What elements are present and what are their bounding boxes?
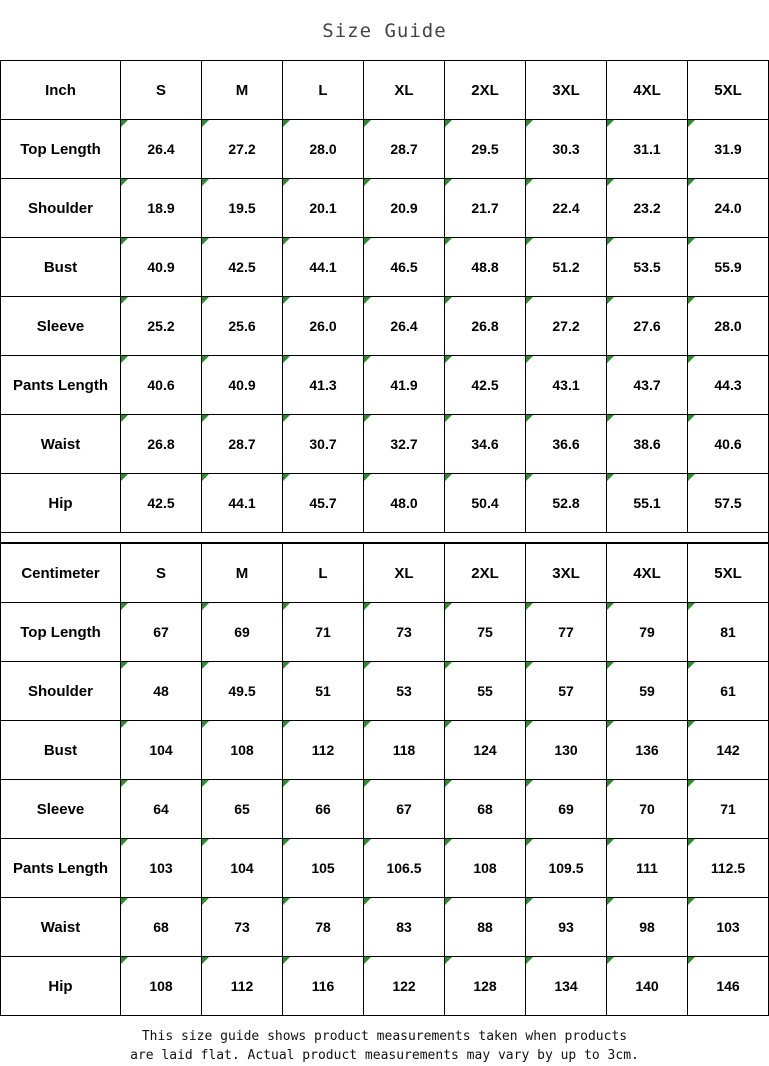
column-header-3xl: 3XL (526, 544, 607, 603)
cell-value: 52.8 (526, 474, 607, 533)
row-label: Bust (1, 721, 121, 780)
cell-value: 66 (283, 780, 364, 839)
cell-value: 70 (607, 780, 688, 839)
size-table-inch (0, 60, 769, 533)
cell-value: 50.4 (445, 474, 526, 533)
column-header-4xl: 4XL (607, 61, 688, 120)
cell-value: 21.7 (445, 179, 526, 238)
column-header-l: L (283, 544, 364, 603)
cell-value: 40.9 (202, 356, 283, 415)
table-row (1, 603, 769, 662)
cell-value: 130 (526, 721, 607, 780)
cell-value: 38.6 (607, 415, 688, 474)
cell-value: 124 (445, 721, 526, 780)
column-header-s: S (121, 61, 202, 120)
cell-value: 34.6 (445, 415, 526, 474)
cell-value: 42.5 (121, 474, 202, 533)
cell-value: 20.1 (283, 179, 364, 238)
page-title: Size Guide (322, 20, 447, 42)
cell-value: 28.7 (202, 415, 283, 474)
cell-value: 64 (121, 780, 202, 839)
cell-value: 19.5 (202, 179, 283, 238)
column-header-m: M (202, 544, 283, 603)
table-row (1, 297, 769, 356)
column-header-2xl: 2XL (445, 544, 526, 603)
cell-value: 78 (283, 898, 364, 957)
cell-value: 51.2 (526, 238, 607, 297)
cell-value: 44.3 (688, 356, 769, 415)
cell-value: 36.6 (526, 415, 607, 474)
cell-value: 108 (202, 721, 283, 780)
cell-value: 40.6 (121, 356, 202, 415)
cell-value: 112 (283, 721, 364, 780)
cell-value: 108 (445, 839, 526, 898)
cell-value: 55 (445, 662, 526, 721)
cell-value: 28.0 (688, 297, 769, 356)
table-separator (0, 533, 769, 543)
unit-label-centimeter: Centimeter (1, 544, 121, 603)
cell-value: 73 (202, 898, 283, 957)
cell-value: 118 (364, 721, 445, 780)
table-row (1, 898, 769, 957)
cell-value: 26.0 (283, 297, 364, 356)
unit-label-inch: Inch (1, 61, 121, 120)
cell-value: 26.8 (121, 415, 202, 474)
column-header-xl: XL (364, 61, 445, 120)
cell-value: 108 (121, 957, 202, 1016)
column-header-4xl: 4XL (607, 544, 688, 603)
cell-value: 27.2 (202, 120, 283, 179)
table-row (1, 662, 769, 721)
cell-value: 30.3 (526, 120, 607, 179)
cell-value: 88 (445, 898, 526, 957)
cell-value: 32.7 (364, 415, 445, 474)
cell-value: 128 (445, 957, 526, 1016)
table-row (1, 780, 769, 839)
cell-value: 44.1 (283, 238, 364, 297)
table-row (1, 238, 769, 297)
row-label: Sleeve (1, 297, 121, 356)
cell-value: 20.9 (364, 179, 445, 238)
cell-value: 105 (283, 839, 364, 898)
table-row (1, 415, 769, 474)
cell-value: 65 (202, 780, 283, 839)
column-header-l: L (283, 61, 364, 120)
cell-value: 83 (364, 898, 445, 957)
cell-value: 27.2 (526, 297, 607, 356)
cell-value: 27.6 (607, 297, 688, 356)
cell-value: 28.7 (364, 120, 445, 179)
cell-value: 146 (688, 957, 769, 1016)
cell-value: 25.2 (121, 297, 202, 356)
row-label: Top Length (1, 120, 121, 179)
cell-value: 106.5 (364, 839, 445, 898)
cell-value: 116 (283, 957, 364, 1016)
cell-value: 68 (445, 780, 526, 839)
cell-value: 67 (364, 780, 445, 839)
cell-value: 53.5 (607, 238, 688, 297)
cell-value: 79 (607, 603, 688, 662)
column-header-xl: XL (364, 544, 445, 603)
cell-value: 73 (364, 603, 445, 662)
cell-value: 40.9 (121, 238, 202, 297)
cell-value: 53 (364, 662, 445, 721)
cell-value: 112 (202, 957, 283, 1016)
column-header-3xl: 3XL (526, 61, 607, 120)
cell-value: 140 (607, 957, 688, 1016)
cell-value: 26.4 (364, 297, 445, 356)
cell-value: 134 (526, 957, 607, 1016)
table-row (1, 957, 769, 1016)
cell-value: 61 (688, 662, 769, 721)
column-header-5xl: 5XL (688, 544, 769, 603)
footer-line-1: This size guide shows product measurements taken when products (141, 1029, 628, 1045)
table-row (1, 721, 769, 780)
cell-value: 55.1 (607, 474, 688, 533)
table-row (1, 839, 769, 898)
cell-value: 40.6 (688, 415, 769, 474)
cell-value: 46.5 (364, 238, 445, 297)
cell-value: 142 (688, 721, 769, 780)
cell-value: 31.1 (607, 120, 688, 179)
cell-value: 41.3 (283, 356, 364, 415)
cell-value: 59 (607, 662, 688, 721)
row-label: Top Length (1, 603, 121, 662)
cell-value: 48.8 (445, 238, 526, 297)
cell-value: 43.1 (526, 356, 607, 415)
cell-value: 122 (364, 957, 445, 1016)
cell-value: 75 (445, 603, 526, 662)
cell-value: 81 (688, 603, 769, 662)
table-row (1, 474, 769, 533)
cell-value: 69 (526, 780, 607, 839)
row-label: Waist (1, 898, 121, 957)
cell-value: 104 (202, 839, 283, 898)
cell-value: 43.7 (607, 356, 688, 415)
footer-note (0, 1016, 769, 1066)
cell-value: 68 (121, 898, 202, 957)
column-header-s: S (121, 544, 202, 603)
row-label: Hip (1, 474, 121, 533)
cell-value: 111 (607, 839, 688, 898)
cell-value: 112.5 (688, 839, 769, 898)
cell-value: 26.4 (121, 120, 202, 179)
cell-value: 49.5 (202, 662, 283, 721)
row-label: Bust (1, 238, 121, 297)
cell-value: 98 (607, 898, 688, 957)
cell-value: 103 (121, 839, 202, 898)
cell-value: 136 (607, 721, 688, 780)
cell-value: 55.9 (688, 238, 769, 297)
cell-value: 23.2 (607, 179, 688, 238)
cell-value: 57 (526, 662, 607, 721)
cell-value: 29.5 (445, 120, 526, 179)
row-label: Pants Length (1, 356, 121, 415)
row-label: Hip (1, 957, 121, 1016)
cell-value: 31.9 (688, 120, 769, 179)
cell-value: 18.9 (121, 179, 202, 238)
column-header-5xl: 5XL (688, 61, 769, 120)
footer-line-2: are laid flat. Actual product measurements may vary by up to 3cm. (130, 1048, 639, 1064)
cell-value: 69 (202, 603, 283, 662)
cell-value: 42.5 (445, 356, 526, 415)
cell-value: 28.0 (283, 120, 364, 179)
cell-value: 42.5 (202, 238, 283, 297)
cell-value: 77 (526, 603, 607, 662)
cell-value: 71 (283, 603, 364, 662)
table-row (1, 179, 769, 238)
cell-value: 22.4 (526, 179, 607, 238)
table-row (1, 120, 769, 179)
cell-value: 48.0 (364, 474, 445, 533)
row-label: Shoulder (1, 179, 121, 238)
table-header-row (1, 61, 769, 120)
cell-value: 48 (121, 662, 202, 721)
cell-value: 104 (121, 721, 202, 780)
cell-value: 103 (688, 898, 769, 957)
column-header-2xl: 2XL (445, 61, 526, 120)
table-header-row (1, 544, 769, 603)
column-header-m: M (202, 61, 283, 120)
cell-value: 51 (283, 662, 364, 721)
row-label: Waist (1, 415, 121, 474)
size-table-centimeter (0, 543, 769, 1016)
cell-value: 45.7 (283, 474, 364, 533)
row-label: Sleeve (1, 780, 121, 839)
cell-value: 93 (526, 898, 607, 957)
row-label: Shoulder (1, 662, 121, 721)
cell-value: 24.0 (688, 179, 769, 238)
cell-value: 25.6 (202, 297, 283, 356)
cell-value: 26.8 (445, 297, 526, 356)
cell-value: 41.9 (364, 356, 445, 415)
cell-value: 44.1 (202, 474, 283, 533)
cell-value: 57.5 (688, 474, 769, 533)
cell-value: 30.7 (283, 415, 364, 474)
cell-value: 109.5 (526, 839, 607, 898)
cell-value: 71 (688, 780, 769, 839)
row-label: Pants Length (1, 839, 121, 898)
table-row (1, 356, 769, 415)
cell-value: 67 (121, 603, 202, 662)
